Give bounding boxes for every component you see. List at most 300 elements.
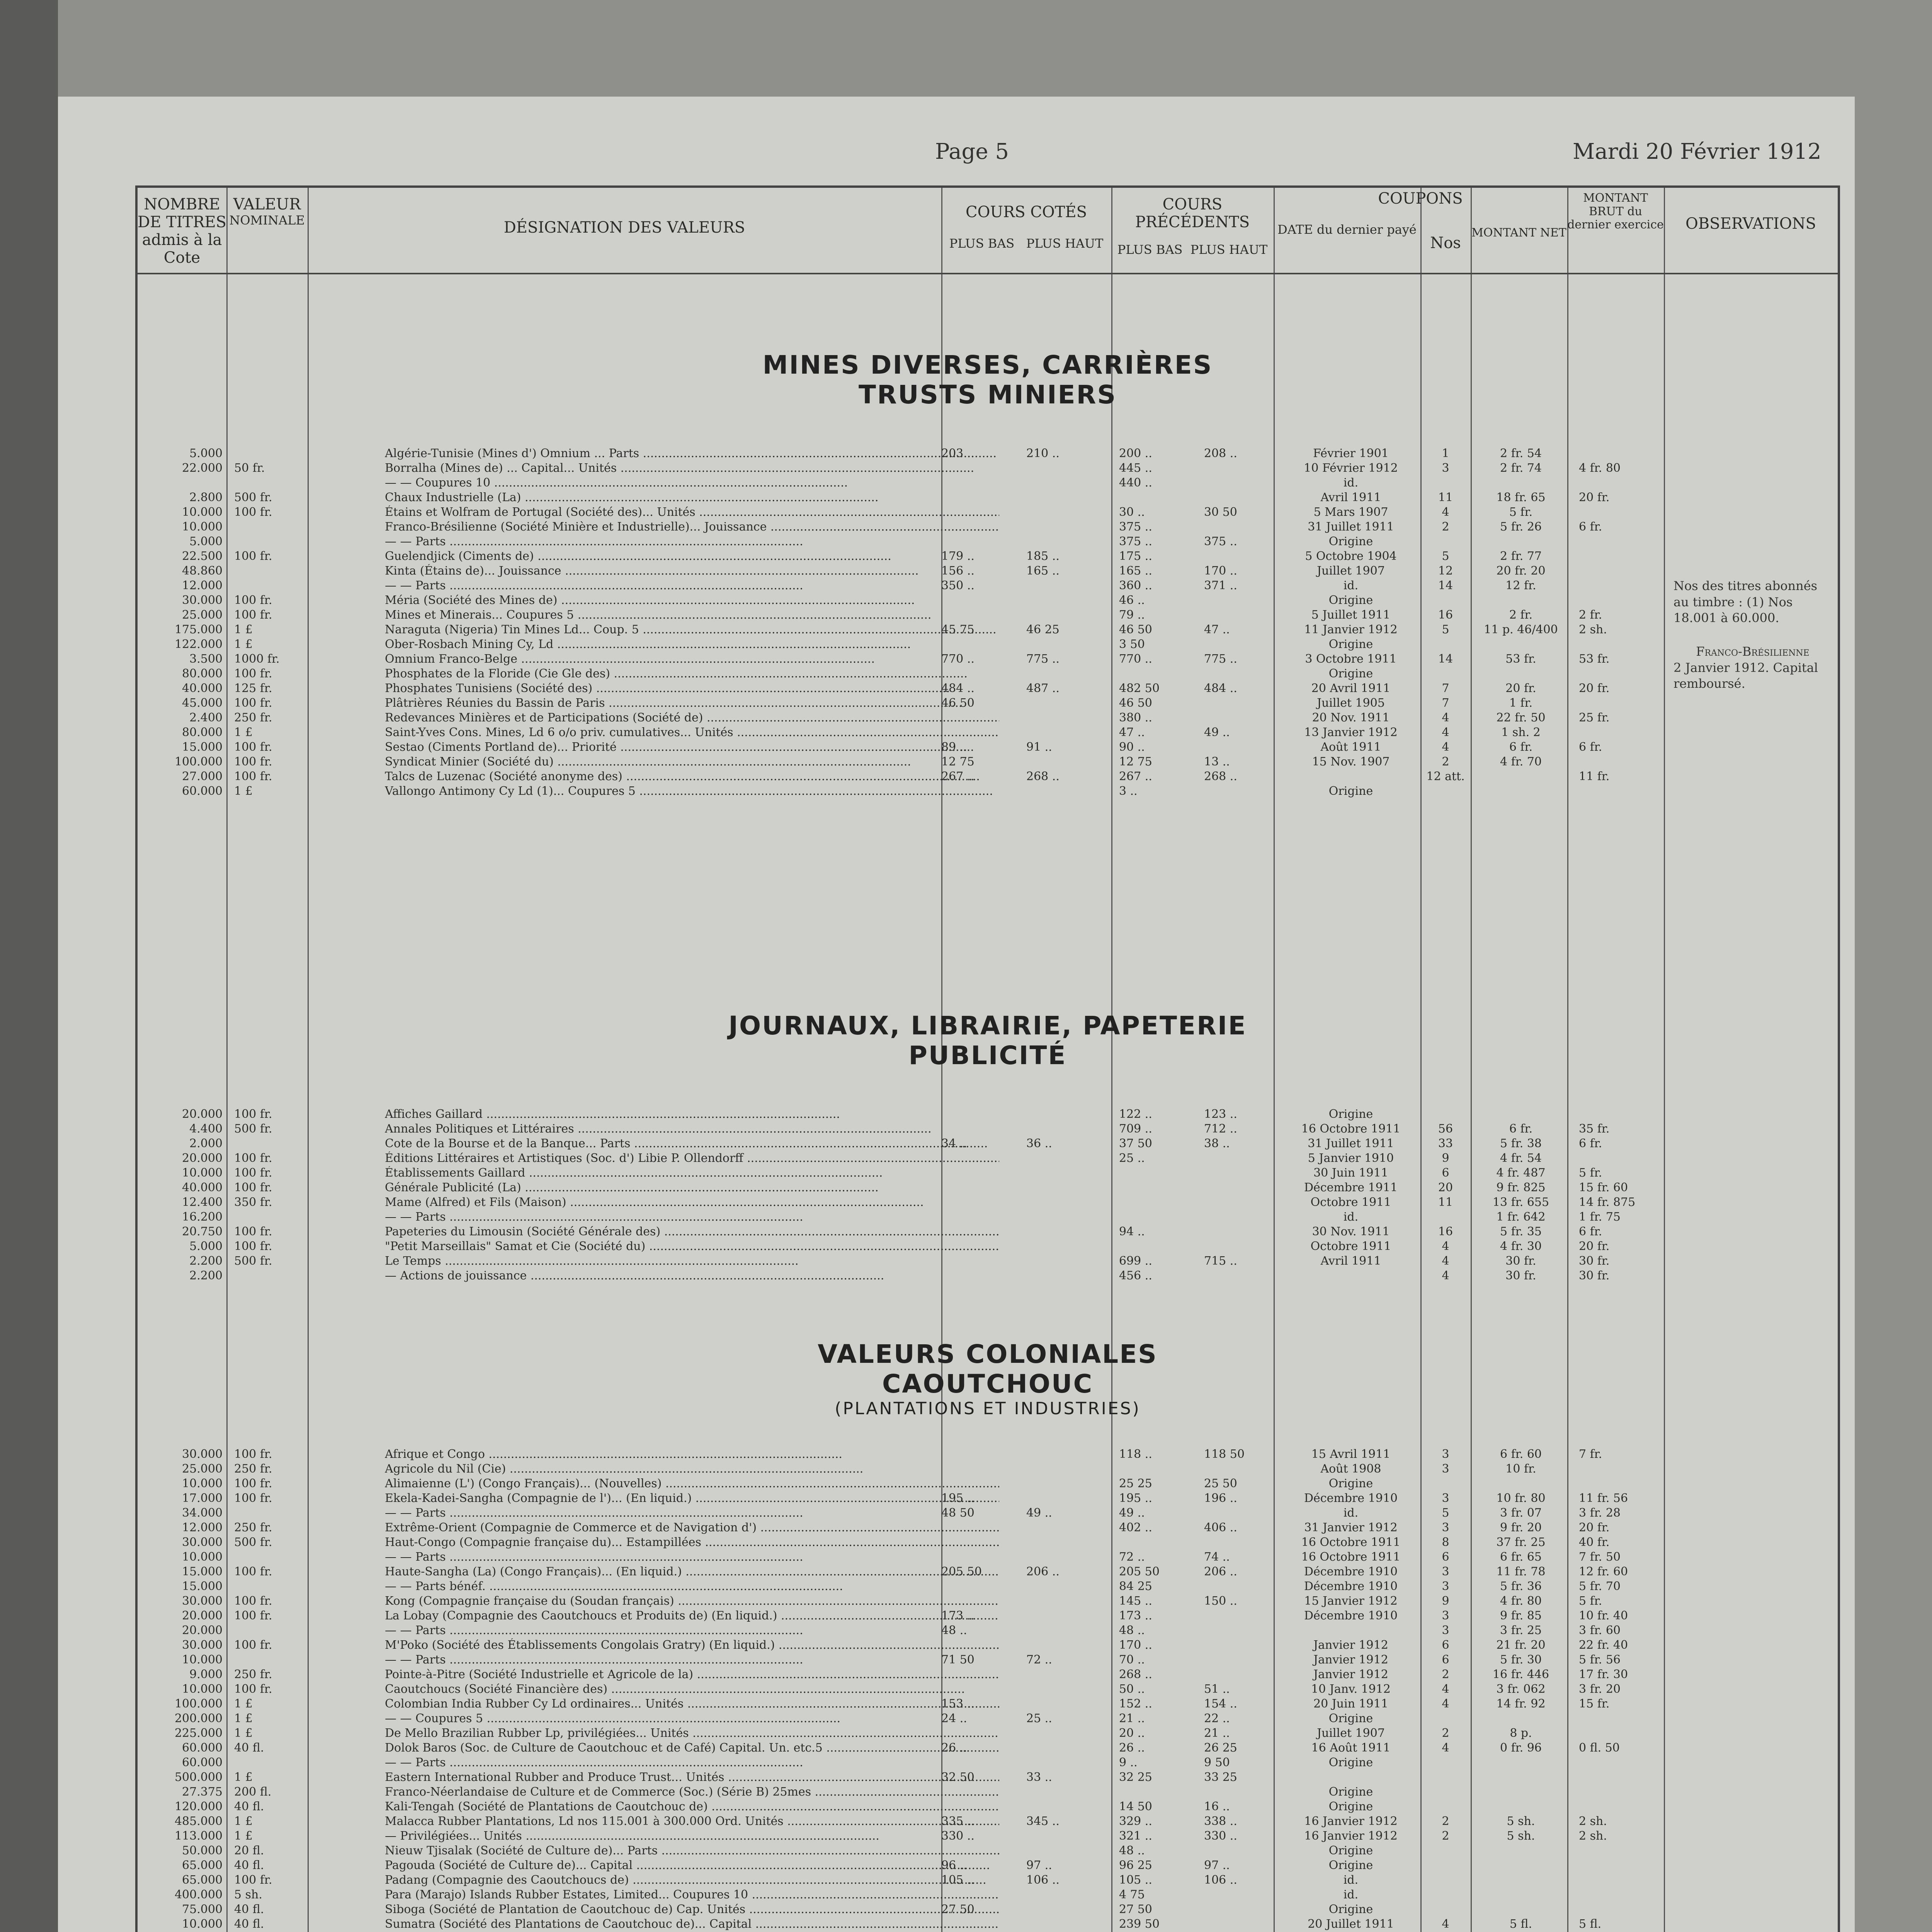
designation: — Privilégiées... Unités ..... <box>385 1829 999 1843</box>
cours-plus-haut: 25 .. <box>1026 1712 1052 1725</box>
cours-plus-bas: 205 50 <box>941 1565 982 1578</box>
cours-plus-bas: 46 50 <box>941 696 975 710</box>
table-row <box>138 1521 1838 1534</box>
valeur-nominale: 40 fl. <box>234 1800 264 1813</box>
valeur-nominale: 100 fr. <box>234 1594 272 1608</box>
coupon-date: id. <box>1343 1873 1359 1887</box>
precedent-plus-bas: 4 75 <box>1119 1888 1145 1901</box>
valeur-nominale: 200 fl. <box>234 1785 272 1799</box>
coupon-date: 30 Nov. 1911 <box>1312 1225 1390 1238</box>
designation: De Mello Brazilian Rubber Lp, privilégiées... Unités ..... <box>385 1726 999 1740</box>
nombre-titres: 120.000 <box>174 1800 223 1813</box>
precedent-plus-bas: 20 .. <box>1119 1726 1145 1740</box>
nombre-titres: 100.000 <box>174 755 223 769</box>
coupon-montant-net: 2 fr. 74 <box>1500 461 1542 475</box>
montant-brut: 7 fr. 50 <box>1579 1550 1621 1564</box>
coupon-montant-net: 5 fr. <box>1509 505 1533 519</box>
precedent-plus-bas: 105 .. <box>1119 1873 1152 1887</box>
nombre-titres: 10.000 <box>182 1653 223 1667</box>
table-row <box>138 1653 1838 1666</box>
precedent-plus-haut: 196 .. <box>1204 1492 1237 1505</box>
coupon-date: Juillet 1905 <box>1317 696 1385 710</box>
precedent-plus-haut: 9 50 <box>1204 1756 1230 1769</box>
cours-plus-haut: 91 .. <box>1026 740 1052 754</box>
table-row <box>138 1903 1838 1916</box>
coupon-montant-net: 1 fr. 642 <box>1496 1210 1546 1224</box>
designation: — — Coupures 10 ..... <box>385 476 999 490</box>
coupon-montant-net: 6 fr. 65 <box>1500 1550 1542 1564</box>
coupon-date: Décembre 1910 <box>1304 1609 1398 1622</box>
table-row <box>138 1770 1838 1784</box>
precedent-plus-haut: 106 .. <box>1204 1873 1237 1887</box>
nombre-titres: 50.000 <box>182 1844 223 1857</box>
cours-plus-bas: 48 .. <box>941 1624 967 1637</box>
precedent-plus-haut: 715 .. <box>1204 1254 1237 1268</box>
precedent-plus-haut: 268 .. <box>1204 770 1237 783</box>
nombre-titres: 27.000 <box>182 770 223 783</box>
designation: Ober-Rosbach Mining Cy, Ld ..... <box>385 638 999 651</box>
precedent-plus-haut: 208 .. <box>1204 447 1237 460</box>
coupon-numero: 2 <box>1442 1726 1449 1740</box>
coupon-date: Origine <box>1328 1756 1373 1769</box>
valeur-nominale: 100 fr. <box>234 608 272 622</box>
coupon-montant-net: 5 sh. <box>1507 1829 1535 1843</box>
designation: Dolok Baros (Soc. de Culture de Caoutchouc et de Café) Capital. Un. etc.5 ..... <box>385 1741 999 1755</box>
coupon-montant-net: 30 fr. <box>1505 1254 1536 1268</box>
valeur-nominale: 1 £ <box>234 1770 253 1784</box>
precedent-plus-bas: 30 .. <box>1119 505 1145 519</box>
coupon-numero: 14 <box>1438 579 1453 592</box>
montant-brut: 11 fr. <box>1579 770 1610 783</box>
valeur-nominale: 100 fr. <box>234 505 272 519</box>
coupon-montant-net: 3 fr. 25 <box>1500 1624 1542 1637</box>
coupon-numero: 33 <box>1438 1137 1453 1150</box>
observation-note: Nos des titres abonnés au timbre : (1) Nos 18.001 à 60.000. <box>1673 578 1818 626</box>
coupon-date: 20 Nov. 1911 <box>1312 711 1390 724</box>
montant-brut: 6 fr. <box>1579 1137 1602 1150</box>
coupon-numero: 14 <box>1438 652 1453 666</box>
coupon-numero: 9 <box>1442 1594 1449 1608</box>
table-row <box>138 1210 1838 1223</box>
coupon-date: 20 Avril 1911 <box>1311 682 1391 695</box>
coupon-date: id. <box>1343 1210 1359 1224</box>
section-title: VALEURS COLONIALES CAOUTCHOUC (PLANTATIONS ET INDUSTRIES) <box>818 1339 1158 1418</box>
cours-plus-haut: 36 .. <box>1026 1137 1052 1150</box>
table-row <box>138 1712 1838 1725</box>
coupon-montant-net: 12 fr. <box>1505 579 1536 592</box>
precedent-plus-bas: 94 .. <box>1119 1225 1145 1238</box>
precedent-plus-haut: 375 .. <box>1204 535 1237 548</box>
coupon-numero: 3 <box>1442 1624 1449 1637</box>
valeur-nominale: 100 fr. <box>234 1107 272 1121</box>
cours-plus-haut: 210 .. <box>1026 447 1060 460</box>
valeur-nominale: 250 fr. <box>234 1521 272 1534</box>
coupon-date: Origine <box>1328 1477 1373 1490</box>
coupon-date: 15 Janvier 1912 <box>1304 1594 1398 1608</box>
valeur-nominale: 100 fr. <box>234 1565 272 1578</box>
coupon-numero: 6 <box>1442 1550 1449 1564</box>
col-coupons: COUPONS <box>1378 190 1463 207</box>
page-binding <box>0 0 58 1932</box>
nombre-titres: 225.000 <box>174 1726 223 1740</box>
coupon-date: 16 Octobre 1911 <box>1301 1550 1401 1564</box>
nombre-titres: 65.000 <box>182 1859 223 1872</box>
table-row <box>138 505 1838 519</box>
cours-plus-bas: 89 .. <box>941 740 967 754</box>
cours-plus-bas: 203 .. <box>941 447 975 460</box>
montant-brut: 12 fr. 60 <box>1579 1565 1628 1578</box>
coupon-montant-net: 9 fr. 825 <box>1496 1181 1546 1194</box>
nombre-titres: 9.000 <box>189 1668 223 1681</box>
designation: Phosphates Tunisiens (Société des) ..... <box>385 682 999 695</box>
nombre-titres: 500.000 <box>174 1770 223 1784</box>
precedent-plus-haut: 712 .. <box>1204 1122 1237 1136</box>
table-row <box>138 1225 1838 1238</box>
montant-brut: 2 sh. <box>1579 1829 1607 1843</box>
designation: Agricole du Nil (Cie) ..... <box>385 1462 999 1476</box>
table-row <box>138 623 1838 636</box>
coupon-date: id. <box>1343 579 1359 592</box>
montant-brut: 30 fr. <box>1579 1254 1610 1268</box>
coupon-numero: 56 <box>1438 1122 1453 1136</box>
nombre-titres: 10.000 <box>182 520 223 534</box>
nombre-titres: 4.400 <box>189 1122 223 1136</box>
precedent-plus-bas: 27 50 <box>1119 1903 1152 1916</box>
col-cours-precedents: COURS PRÉCÉDENTS PLUS BAS PLUS HAUT <box>1117 196 1268 257</box>
coupon-montant-net: 2 fr. 54 <box>1500 447 1542 460</box>
precedent-plus-bas: 46 50 <box>1119 623 1152 636</box>
montant-brut: 3 fr. 60 <box>1579 1624 1621 1637</box>
designation: — — Parts ..... <box>385 1756 999 1769</box>
valeur-nominale: 100 fr. <box>234 1682 272 1696</box>
coupon-date: Avril 1911 <box>1320 1254 1381 1268</box>
cours-plus-haut: 345 .. <box>1026 1815 1060 1828</box>
table-row <box>138 1624 1838 1637</box>
montant-brut: 6 fr. <box>1579 740 1602 754</box>
coupon-date: Origine <box>1328 535 1373 548</box>
coupon-numero: 4 <box>1442 740 1449 754</box>
designation: Mines et Minerais... Coupures 5 ..... <box>385 608 999 622</box>
designation: Générale Publicité (La) ..... <box>385 1181 999 1194</box>
observation-note: Franco-Brésilienne 2 Janvier 1912. Capital remboursé. <box>1673 644 1818 691</box>
montant-brut: 6 fr. <box>1579 1225 1602 1238</box>
coupon-numero: 2 <box>1442 520 1449 534</box>
precedent-plus-bas: 770 .. <box>1119 652 1152 666</box>
nombre-titres: 100.000 <box>174 1697 223 1711</box>
precedent-plus-haut: 118 50 <box>1204 1447 1245 1461</box>
table-row <box>138 726 1838 739</box>
valeur-nominale: 100 fr. <box>234 1492 272 1505</box>
table-row <box>138 1844 1838 1857</box>
precedent-plus-bas: 699 .. <box>1119 1254 1152 1268</box>
precedent-plus-bas: 96 25 <box>1119 1859 1152 1872</box>
nombre-titres: 40.000 <box>182 1181 223 1194</box>
precedent-plus-bas: 3 .. <box>1119 784 1138 798</box>
coupon-date: Origine <box>1328 594 1373 607</box>
designation: Pagouda (Société de Culture de)... Capital ..... <box>385 1859 999 1872</box>
precedent-plus-bas: 268 .. <box>1119 1668 1152 1681</box>
coupon-montant-net: 8 p. <box>1510 1726 1532 1740</box>
table-row <box>138 1137 1838 1150</box>
coupon-numero: 4 <box>1442 1697 1449 1711</box>
coupon-montant-net: 5 fr. 35 <box>1500 1225 1542 1238</box>
precedent-plus-bas: 445 .. <box>1119 461 1152 475</box>
coupon-montant-net: 6 fr. 60 <box>1500 1447 1542 1461</box>
coupon-numero: 4 <box>1442 1917 1449 1931</box>
designation: Kinta (Étains de)... Jouissance ..... <box>385 564 999 578</box>
precedent-plus-haut: 330 .. <box>1204 1829 1237 1843</box>
coupon-date: 5 Janvier 1910 <box>1308 1151 1394 1165</box>
cours-plus-bas: 195 .. <box>941 1492 975 1505</box>
nombre-titres: 10.000 <box>182 505 223 519</box>
montant-brut: 20 fr. <box>1579 491 1610 504</box>
precedent-plus-haut: 123 .. <box>1204 1107 1237 1121</box>
precedent-plus-haut: 406 .. <box>1204 1521 1237 1534</box>
table-row <box>138 1829 1838 1842</box>
valeur-nominale: 1 £ <box>234 1697 253 1711</box>
coupon-numero: 3 <box>1442 1565 1449 1578</box>
cours-plus-bas: 96 .. <box>941 1859 967 1872</box>
nombre-titres: 30.000 <box>182 594 223 607</box>
nombre-titres: 60.000 <box>182 1741 223 1755</box>
cours-plus-haut: 97 .. <box>1026 1859 1052 1872</box>
designation: Franco-Brésilienne (Société Minière et Industrielle)... Jouissance ..... <box>385 520 999 534</box>
table-row <box>138 711 1838 724</box>
precedent-plus-haut: 33 25 <box>1204 1770 1237 1784</box>
col-numero: Nos <box>1430 234 1461 252</box>
coupon-date: Janvier 1912 <box>1313 1668 1388 1681</box>
coupon-date: Janvier 1912 <box>1313 1638 1388 1652</box>
valeur-nominale: 100 fr. <box>234 549 272 563</box>
cours-plus-bas: 179 .. <box>941 549 975 563</box>
coupon-date: Origine <box>1328 638 1373 651</box>
coupon-numero: 4 <box>1442 505 1449 519</box>
designation: Kong (Compagnie française du (Soudan français) ..... <box>385 1594 999 1608</box>
nombre-titres: 60.000 <box>182 784 223 798</box>
precedent-plus-bas: 9 .. <box>1119 1756 1138 1769</box>
valeur-nominale: 5 sh. <box>234 1888 262 1901</box>
designation: Franco-Néerlandaise de Culture et de Commerce (Soc.) (Série B) 25mes ..... <box>385 1785 999 1799</box>
nombre-titres: 15.000 <box>182 1580 223 1593</box>
table-row <box>138 1462 1838 1475</box>
precedent-plus-bas: 32 25 <box>1119 1770 1152 1784</box>
coupon-date: 5 Juillet 1911 <box>1311 608 1391 622</box>
nombre-titres: 15.000 <box>182 740 223 754</box>
coupon-numero: 5 <box>1442 549 1449 563</box>
valeur-nominale: 1 £ <box>234 623 253 636</box>
precedent-plus-bas: 145 .. <box>1119 1594 1152 1608</box>
coupon-numero: 3 <box>1442 1462 1449 1476</box>
precedent-plus-bas: 118 .. <box>1119 1447 1152 1461</box>
table-row <box>138 1668 1838 1681</box>
cours-plus-bas: 48 50 <box>941 1506 975 1520</box>
col-date: DATE du dernier payé <box>1277 222 1417 237</box>
designation: — — Parts bénéf. ..... <box>385 1580 999 1593</box>
coupon-montant-net: 5 fr. 38 <box>1500 1137 1542 1150</box>
coupon-date: Février 1901 <box>1313 447 1389 460</box>
precedent-plus-bas: 25 25 <box>1119 1477 1152 1490</box>
table-row <box>138 564 1838 577</box>
montant-brut: 17 fr. 30 <box>1579 1668 1628 1681</box>
table-row <box>138 1785 1838 1798</box>
valeur-nominale: 500 fr. <box>234 1122 272 1136</box>
precedent-plus-haut: 25 50 <box>1204 1477 1237 1490</box>
coupon-date: Origine <box>1328 1107 1373 1121</box>
coupon-date: Octobre 1911 <box>1310 1240 1391 1253</box>
montant-brut: 3 fr. 28 <box>1579 1506 1621 1520</box>
coupon-date: Origine <box>1328 1800 1373 1813</box>
coupon-numero: 4 <box>1442 726 1449 739</box>
table-row <box>138 1888 1838 1901</box>
coupon-montant-net: 10 fr. <box>1505 1462 1536 1476</box>
montant-brut: 20 fr. <box>1579 1521 1610 1534</box>
coupon-date: Origine <box>1328 1712 1373 1725</box>
coupon-numero: 4 <box>1442 711 1449 724</box>
nombre-titres: 75.000 <box>182 1903 223 1916</box>
table-row <box>138 1859 1838 1872</box>
coupon-montant-net: 37 fr. 25 <box>1496 1536 1546 1549</box>
cours-plus-bas: 26 .. <box>941 1741 967 1755</box>
designation: Annales Politiques et Littéraires ..... <box>385 1122 999 1136</box>
coupon-date: Janvier 1912 <box>1313 1653 1388 1667</box>
coupon-montant-net: 5 fr. 36 <box>1500 1580 1542 1593</box>
coupon-montant-net: 20 fr. <box>1505 682 1536 695</box>
designation: Sumatra (Société des Plantations de Caoutchouc de)... Capital ..... <box>385 1917 999 1931</box>
designation: Phosphates de la Floride (Cie Gle des) ..... <box>385 667 999 680</box>
page-number: Page 5 <box>935 139 1009 164</box>
precedent-plus-haut: 170 .. <box>1204 564 1237 578</box>
nombre-titres: 25.000 <box>182 608 223 622</box>
table-row <box>138 1151 1838 1165</box>
coupon-montant-net: 0 fr. 96 <box>1500 1741 1542 1755</box>
table-row <box>138 1873 1838 1886</box>
valeur-nominale: 1 £ <box>234 726 253 739</box>
table-row <box>138 1565 1838 1578</box>
coupon-date: 31 Juillet 1911 <box>1308 520 1394 534</box>
designation: Chaux Industrielle (La) ..... <box>385 491 999 504</box>
valeur-nominale: 250 fr. <box>234 711 272 724</box>
coupon-montant-net: 30 fr. <box>1505 1269 1536 1282</box>
montant-brut: 10 fr. 40 <box>1579 1609 1628 1622</box>
precedent-plus-haut: 150 .. <box>1204 1594 1237 1608</box>
coupon-numero: 4 <box>1442 1682 1449 1696</box>
nombre-titres: 45.000 <box>182 696 223 710</box>
cours-plus-bas: 330 .. <box>941 1829 975 1843</box>
cours-plus-haut: 206 .. <box>1026 1565 1060 1578</box>
precedent-plus-bas: 12 75 <box>1119 755 1152 769</box>
precedent-plus-bas: 50 .. <box>1119 1682 1145 1696</box>
precedent-plus-haut: 338 .. <box>1204 1815 1237 1828</box>
cours-plus-haut: 33 .. <box>1026 1770 1052 1784</box>
precedent-plus-haut: 21 .. <box>1204 1726 1230 1740</box>
montant-brut: 35 fr. <box>1579 1122 1610 1136</box>
designation: Borralha (Mines de) ... Capital... Unités ..... <box>385 461 999 475</box>
valeur-nominale: 1 £ <box>234 1726 253 1740</box>
designation: — — Parts ..... <box>385 1653 999 1667</box>
coupon-montant-net: 3 fr. 062 <box>1496 1682 1546 1696</box>
valeur-nominale: 20 fl. <box>234 1844 264 1857</box>
nombre-titres: 30.000 <box>182 1447 223 1461</box>
coupon-numero: 12 att. <box>1426 770 1465 783</box>
precedent-plus-haut: 22 .. <box>1204 1712 1230 1725</box>
coupon-date: Origine <box>1328 1859 1373 1872</box>
cours-plus-bas: 153 .. <box>941 1697 975 1711</box>
document-page <box>58 97 1855 1932</box>
montant-brut: 20 fr. <box>1579 682 1610 695</box>
coupon-montant-net: 14 fr. 92 <box>1496 1697 1546 1711</box>
valeur-nominale: 40 fl. <box>234 1917 264 1931</box>
designation: Naraguta (Nigeria) Tin Mines Ld... Coup. 5 ..... <box>385 623 999 636</box>
valeur-nominale: 350 fr. <box>234 1196 272 1209</box>
coupon-numero: 11 <box>1438 1196 1453 1209</box>
valeur-nominale: 1 £ <box>234 1815 253 1828</box>
coupon-montant-net: 4 fr. 30 <box>1500 1240 1542 1253</box>
coupon-date: id. <box>1343 476 1359 490</box>
cours-plus-bas: 350 .. <box>941 579 975 592</box>
table-row <box>138 1240 1838 1253</box>
table-row <box>138 535 1838 548</box>
valeur-nominale: 125 fr. <box>234 682 272 695</box>
valeur-nominale: 40 fl. <box>234 1859 264 1872</box>
valeur-nominale: 50 fr. <box>234 461 265 475</box>
coupon-numero: 4 <box>1442 1254 1449 1268</box>
col-montant-net: MONTANT NET <box>1471 226 1566 240</box>
designation: Extrême-Orient (Compagnie de Commerce et de Navigation d') ..... <box>385 1521 999 1534</box>
montant-brut: 15 fr. <box>1579 1697 1610 1711</box>
nombre-titres: 2.200 <box>189 1269 223 1282</box>
precedent-plus-bas: 46 .. <box>1119 594 1145 607</box>
coupon-date: 13 Janvier 1912 <box>1304 726 1398 739</box>
valeur-nominale: 100 fr. <box>234 740 272 754</box>
cours-plus-haut: 106 .. <box>1026 1873 1060 1887</box>
coupon-numero: 3 <box>1442 1580 1449 1593</box>
section-title: JOURNAUX, LIBRAIRIE, PAPETERIE PUBLICITÉ <box>728 1011 1247 1070</box>
nombre-titres: 12.400 <box>182 1196 223 1209</box>
section-title: MINES DIVERSES, CARRIÈRES TRUSTS MINIERS <box>762 350 1213 410</box>
nombre-titres: 10.000 <box>182 1166 223 1180</box>
cours-plus-haut: 185 .. <box>1026 549 1060 563</box>
coupon-date: 3 Octobre 1911 <box>1305 652 1397 666</box>
table-row <box>138 682 1838 695</box>
table-row <box>138 1196 1838 1209</box>
table-row <box>138 1800 1838 1813</box>
cours-plus-bas: 32 50 <box>941 1770 975 1784</box>
valeur-nominale: 1 £ <box>234 638 253 651</box>
nombre-titres: 30.000 <box>182 1594 223 1608</box>
coupon-date: Origine <box>1328 667 1373 680</box>
designation: — — Parts ..... <box>385 1624 999 1637</box>
coupon-date: 16 Octobre 1911 <box>1301 1536 1401 1549</box>
nombre-titres: 3.500 <box>189 652 223 666</box>
coupon-montant-net: 22 fr. 50 <box>1496 711 1546 724</box>
montant-brut: 1 fr. 75 <box>1579 1210 1621 1224</box>
coupon-date: id. <box>1343 1888 1359 1901</box>
coupon-date: Avril 1911 <box>1320 491 1381 504</box>
precedent-plus-bas: 25 .. <box>1119 1151 1145 1165</box>
coupon-numero: 3 <box>1442 1609 1449 1622</box>
precedent-plus-bas: 200 .. <box>1119 447 1152 460</box>
designation: Talcs de Luzenac (Société anonyme des) ..... <box>385 770 999 783</box>
coupon-date: 31 Juillet 1911 <box>1308 1137 1394 1150</box>
coupon-montant-net: 4 fr. 70 <box>1500 755 1542 769</box>
precedent-plus-bas: 48 .. <box>1119 1624 1145 1637</box>
coupon-date: 16 Janvier 1912 <box>1304 1829 1398 1843</box>
nombre-titres: 34.000 <box>182 1506 223 1520</box>
montant-brut: 53 fr. <box>1579 652 1610 666</box>
nombre-titres: 20.000 <box>182 1107 223 1121</box>
valeur-nominale: 1 £ <box>234 1712 253 1725</box>
nombre-titres: 10.000 <box>182 1917 223 1931</box>
